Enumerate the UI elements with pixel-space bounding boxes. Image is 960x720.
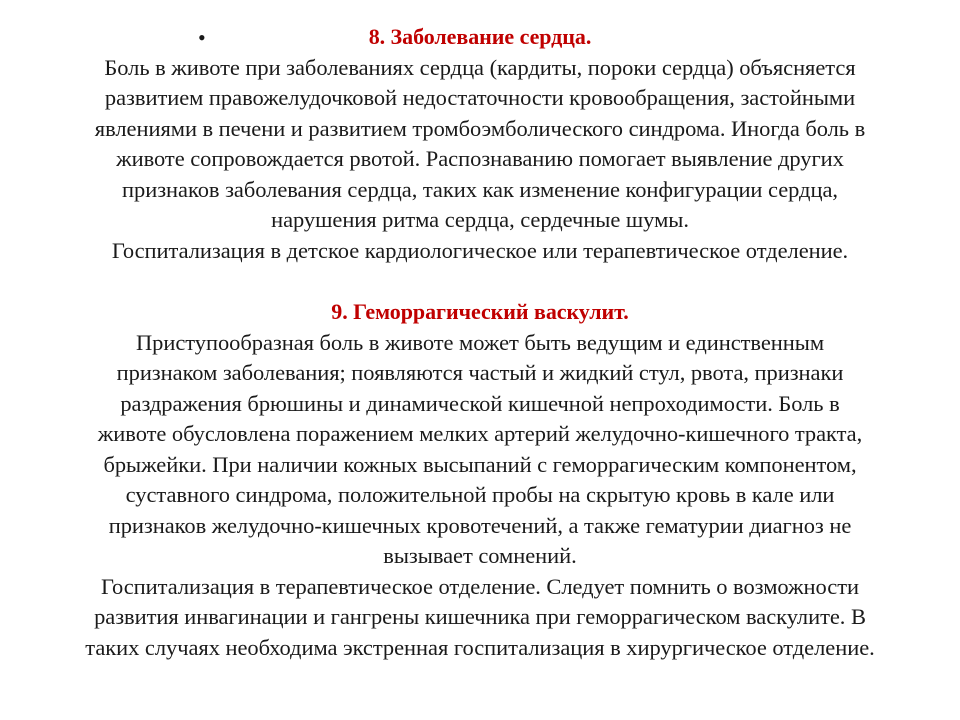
section-9-line: Госпитализация в терапевтическое отделение. Следует помнить о возможности	[101, 573, 859, 599]
section-8-heading: 8. Заболевание сердца.	[368, 24, 592, 49]
section-8-line: явлениями в печени и развитием тромбоэмболического синдрома. Иногда боль в	[94, 115, 866, 141]
section-9-line: таких случаях необходима экстренная госпитализация в хирургическое отделение.	[85, 634, 875, 660]
section-8-line: животе сопровождается рвотой. Распознаванию помогает выявление других	[116, 146, 844, 171]
section-8-line: Боль в животе при заболеваниях сердца (кардиты, пороки сердца) объясняется	[104, 54, 856, 80]
section-8-line: Госпитализация в детское кардиологическое или терапевтическое отделение.	[111, 237, 849, 263]
slide-content	[20, 22, 940, 663]
section-9-line: признаком заболевания; появляются частый и жидкий стул, рвота, признаки	[116, 360, 844, 385]
section-9-line: Приступообразная боль в животе может быть ведущим и единственным	[135, 329, 825, 355]
bullet-marker: •	[198, 25, 206, 50]
section-8-line: нарушения ритма сердца, сердечные шумы.	[271, 207, 689, 232]
section-8-body	[20, 53, 940, 267]
section-9-line: брыжейки. При наличии кожных высыпаний с геморрагическим компонентом,	[103, 451, 857, 477]
section-9-line: развития инвагинации и гангрены кишечника при геморрагическом васкулите. В	[94, 604, 866, 629]
section-9-body	[20, 328, 940, 664]
section-9-line: признаков желудочно-кишечных кровотечений, а также гематурии диагноз не	[108, 512, 852, 538]
section-8-line: развитием правожелудочковой недостаточности кровообращения, застойными	[104, 85, 856, 110]
section-9-line: суставного синдрома, положительной пробы на скрытую кровь в кале или	[125, 482, 835, 507]
section-9-line: вызывает сомнений.	[383, 543, 577, 568]
section-9-heading: 9. Геморрагический васкулит.	[331, 299, 629, 324]
section-8-line: признаков заболевания сердца, таких как изменение конфигурации сердца,	[122, 176, 838, 202]
section-spacer	[20, 266, 940, 297]
section-9-line: раздражения брюшины и динамической кишечной непроходимости. Боль в	[120, 390, 840, 416]
section-9-line: животе обусловлена поражением мелких артерий желудочно-кишечного тракта,	[97, 421, 863, 446]
